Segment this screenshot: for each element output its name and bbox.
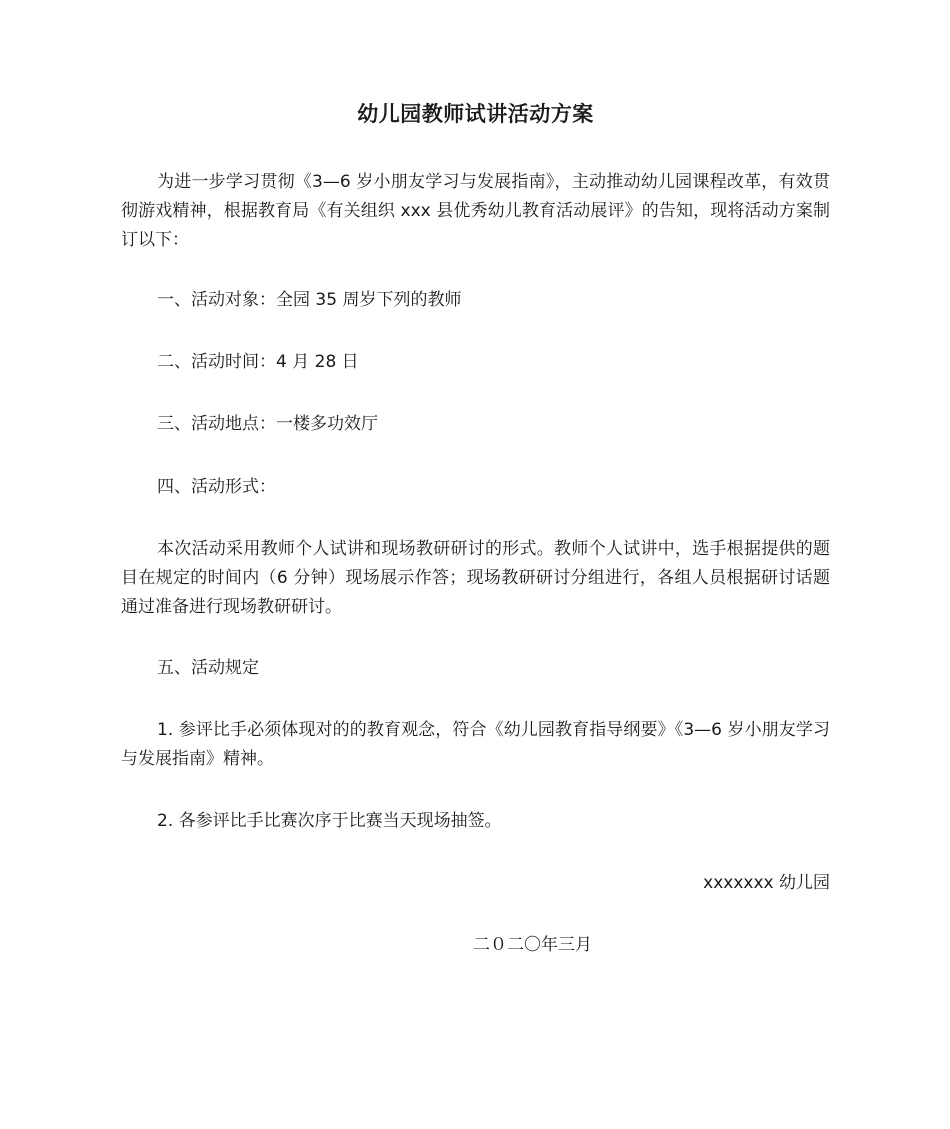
rule-1-paragraph: 1. 参评比手必须体现对的的教育观念，符合《幼儿园教育指导纲要》《3—6 岁小朋友学习与发展指南》精神。 bbox=[121, 720, 830, 769]
item-time: 二、活动时间：4 月 28 日 bbox=[157, 352, 359, 372]
document-date: 二０二〇年三月 bbox=[473, 935, 592, 955]
document-title: 幼儿园教师试讲活动方案 bbox=[357, 102, 594, 126]
item-place: 三、活动地点：一楼多功效厅 bbox=[157, 414, 378, 434]
intro-paragraph: 为进一步学习贯彻《3—6 岁小朋友学习与发展指南》，主动推动幼儿园课程改革，有效贯彻游戏精神，根据教育局《有关组织 xxx 县优秀幼儿教育活动展评》的告知，现将活动方案制订以下： bbox=[121, 172, 830, 250]
item-rules-heading: 五、活动规定 bbox=[157, 658, 259, 678]
item-target: 一、活动对象：全园 35 周岁下列的教师 bbox=[157, 290, 462, 310]
item-form-heading: 四、活动形式： bbox=[157, 477, 276, 497]
rule-2-paragraph: 2. 各参评比手比赛次序于比赛当天现场抽签。 bbox=[157, 811, 502, 831]
signature: xxxxxxx 幼儿园 bbox=[703, 873, 830, 893]
form-description-paragraph: 本次活动采用教师个人试讲和现场教研研讨的形式。教师个人试讲中，选手根据提供的题目在规定的时间内（6 分钟）现场展示作答；现场教研研讨分组进行，各组人员根据研讨话题通过准备进行现场教研研讨。 bbox=[121, 539, 830, 617]
